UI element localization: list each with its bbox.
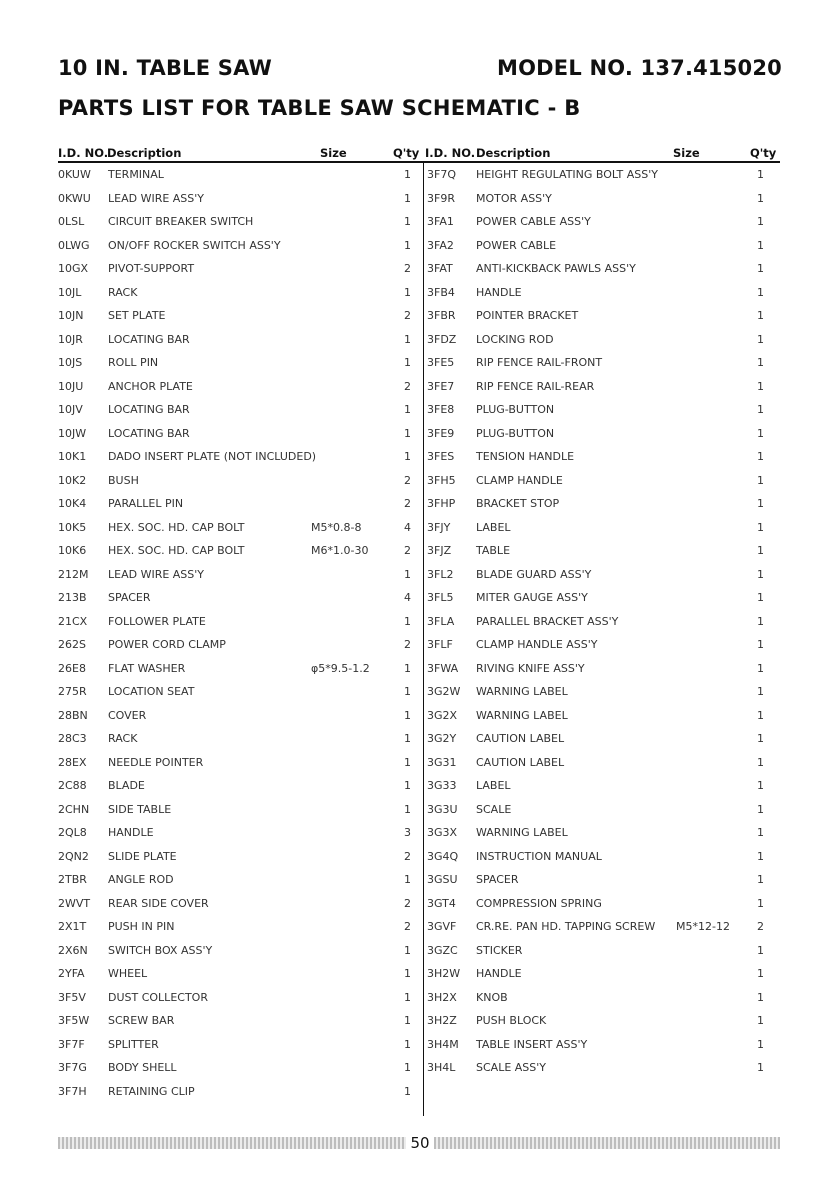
part-id: 3GSU	[427, 873, 458, 886]
part-id: 3F5V	[58, 990, 86, 1004]
part-qty: 1	[757, 332, 764, 346]
col-header-qty-left: Q'ty	[393, 146, 420, 160]
part-qty: 1	[404, 215, 411, 228]
part-qty: 1	[757, 591, 764, 604]
part-qty: 2	[404, 262, 411, 275]
table-row	[0, 1033, 838, 1057]
part-qty: 2	[404, 638, 411, 651]
part-qty: 1	[757, 285, 764, 299]
part-id: 3GVF	[427, 920, 457, 933]
table-row	[0, 962, 838, 986]
part-id: 3FL2	[427, 567, 454, 581]
table-row	[0, 539, 838, 563]
part-qty: 1	[757, 826, 764, 839]
part-description: BODY SHELL	[108, 1061, 177, 1074]
part-qty: 1	[404, 708, 411, 722]
part-id: 3G3U	[427, 802, 458, 816]
part-description: HEX. SOC. HD. CAP BOLT	[108, 544, 245, 557]
part-id: 3G2W	[427, 685, 461, 698]
header-model-number: MODEL NO. 137.415020	[497, 56, 782, 80]
part-id: 26E8	[58, 661, 86, 675]
part-description: SIDE TABLE	[108, 802, 172, 816]
part-id: 2WVT	[58, 896, 91, 910]
part-qty: 1	[757, 779, 764, 792]
part-id: 3FDZ	[427, 332, 457, 346]
table-row	[0, 986, 838, 1010]
table-row	[0, 798, 838, 822]
part-description: RIP FENCE RAIL-FRONT	[476, 356, 603, 369]
part-description: CAUTION LABEL	[476, 732, 565, 745]
part-qty: 1	[404, 1084, 411, 1098]
part-qty: 1	[404, 661, 411, 675]
part-id: 0LWG	[58, 238, 90, 252]
part-id: 28C3	[58, 732, 87, 745]
part-id: 10JS	[58, 356, 83, 369]
part-qty: 1	[404, 332, 411, 346]
table-row	[0, 375, 838, 399]
table-row	[0, 187, 838, 211]
part-description: RIP FENCE RAIL-REAR	[476, 379, 595, 393]
part-qty: 1	[404, 403, 411, 416]
part-id: 3FLA	[427, 614, 455, 628]
table-row	[0, 351, 838, 375]
part-description: COVER	[108, 708, 147, 722]
part-id: 2X1T	[58, 920, 87, 933]
part-qty: 1	[757, 614, 764, 628]
part-description: NEEDLE POINTER	[108, 755, 204, 769]
part-qty: 1	[757, 638, 764, 651]
table-row	[0, 304, 838, 328]
part-qty: 1	[757, 450, 764, 463]
part-qty: 2	[404, 473, 411, 487]
part-qty: 2	[757, 920, 764, 933]
table-row	[0, 563, 838, 587]
part-qty: 4	[404, 520, 411, 534]
part-qty: 1	[757, 896, 764, 910]
part-qty: 1	[404, 168, 411, 181]
part-id: 3FL5	[427, 591, 454, 604]
part-qty: 2	[404, 920, 411, 933]
part-size: M5*0.8-8	[311, 520, 362, 534]
part-id: 10JR	[58, 332, 83, 346]
footer-bar-left	[58, 1137, 406, 1149]
part-description: MOTOR ASS'Y	[476, 191, 552, 205]
part-qty: 1	[404, 873, 411, 886]
part-qty: 2	[404, 849, 411, 863]
part-qty: 1	[404, 567, 411, 581]
part-description: LEAD WIRE ASS'Y	[108, 191, 205, 205]
part-id: 3FES	[427, 450, 455, 463]
table-row	[0, 163, 838, 187]
part-description: HEIGHT REGULATING BOLT ASS'Y	[476, 168, 658, 181]
table-row	[0, 1056, 838, 1080]
part-description: LOCKING ROD	[476, 332, 554, 346]
part-id: 3G3X	[427, 826, 458, 839]
part-description: RACK	[108, 285, 138, 299]
part-description: SCREW BAR	[108, 1014, 175, 1027]
part-description: LOCATING BAR	[108, 403, 190, 416]
part-description: SPACER	[108, 591, 151, 604]
part-description: ROLL PIN	[108, 356, 159, 369]
table-row	[0, 1009, 838, 1033]
part-qty: 1	[404, 191, 411, 205]
part-description: TERMINAL	[108, 168, 164, 181]
part-id: 21CX	[58, 614, 88, 628]
part-id: 10K4	[58, 497, 87, 510]
part-qty: 2	[404, 309, 411, 322]
page-number: 50	[410, 1134, 430, 1152]
part-description: HEX. SOC. HD. CAP BOLT	[108, 520, 245, 534]
part-id: 10JU	[58, 379, 84, 393]
part-qty: 1	[404, 990, 411, 1004]
table-row	[0, 610, 838, 634]
part-description: LOCATING BAR	[108, 332, 190, 346]
table-row	[0, 774, 838, 798]
part-description: DUST COLLECTOR	[108, 990, 208, 1004]
part-size: φ5*9.5-1.2	[311, 661, 370, 675]
part-id: 3FJY	[427, 520, 451, 534]
part-id: 3G31	[427, 755, 457, 769]
part-description: POINTER BRACKET	[476, 309, 579, 322]
table-row	[0, 821, 838, 845]
table-row	[0, 657, 838, 681]
part-description: BRACKET STOP	[476, 497, 560, 510]
part-id: 3FE7	[427, 379, 455, 393]
part-qty: 1	[404, 356, 411, 369]
part-description: SPLITTER	[108, 1037, 159, 1051]
part-description: COMPRESSION SPRING	[476, 896, 602, 910]
part-qty: 1	[404, 755, 411, 769]
part-id: 3FJZ	[427, 544, 452, 557]
part-qty: 1	[757, 685, 764, 698]
part-qty: 1	[757, 426, 764, 440]
part-description: STICKER	[476, 943, 523, 957]
table-row	[0, 868, 838, 892]
part-qty: 1	[404, 1061, 411, 1074]
part-description: LEAD WIRE ASS'Y	[108, 567, 205, 581]
part-description: POWER CABLE ASS'Y	[476, 215, 591, 228]
part-description: SCALE ASS'Y	[476, 1061, 546, 1074]
part-id: 2YFA	[58, 967, 85, 980]
part-description: PARALLEL BRACKET ASS'Y	[476, 614, 619, 628]
part-id: 10JV	[58, 403, 83, 416]
table-row	[0, 633, 838, 657]
part-description: LABEL	[476, 520, 511, 534]
part-description: HANDLE	[476, 967, 522, 980]
part-description: INSTRUCTION MANUAL	[476, 849, 602, 863]
part-id: 3H4L	[427, 1061, 456, 1074]
part-qty: 1	[404, 732, 411, 745]
part-description: LOCATING BAR	[108, 426, 190, 440]
part-qty: 1	[757, 356, 764, 369]
part-qty: 1	[757, 238, 764, 252]
part-id: 3G2Y	[427, 732, 457, 745]
part-id: 10JW	[58, 426, 87, 440]
part-qty: 2	[404, 544, 411, 557]
part-description: CLAMP HANDLE ASS'Y	[476, 638, 598, 651]
part-id: 3G4Q	[427, 849, 459, 863]
part-qty: 1	[757, 661, 764, 675]
col-header-desc-right: Description	[476, 146, 551, 160]
table-row	[0, 586, 838, 610]
part-qty: 1	[757, 849, 764, 863]
part-description: KNOB	[476, 990, 508, 1004]
part-qty: 1	[757, 1061, 764, 1074]
part-qty: 2	[404, 379, 411, 393]
part-description: CIRCUIT BREAKER SWITCH	[108, 215, 254, 228]
part-id: 3G33	[427, 779, 457, 792]
part-description: ON/OFF ROCKER SWITCH ASS'Y	[108, 238, 281, 252]
part-qty: 1	[757, 262, 764, 275]
table-row	[0, 727, 838, 751]
part-description: REAR SIDE COVER	[108, 896, 209, 910]
part-description: RIVING KNIFE ASS'Y	[476, 661, 585, 675]
part-id: 10JL	[58, 285, 82, 299]
part-id: 10K5	[58, 520, 87, 534]
part-id: 3H4M	[427, 1037, 459, 1051]
table-row	[0, 281, 838, 305]
part-size: M5*12-12	[676, 920, 730, 933]
part-qty: 1	[757, 567, 764, 581]
table-row	[0, 845, 838, 869]
part-qty: 1	[404, 967, 411, 980]
part-id: 10JN	[58, 309, 84, 322]
part-id: 10K1	[58, 450, 87, 463]
part-id: 3F7G	[58, 1061, 87, 1074]
table-row	[0, 915, 838, 939]
part-qty: 1	[757, 473, 764, 487]
part-description: SCALE	[476, 802, 512, 816]
part-description: POWER CABLE	[476, 238, 557, 252]
part-qty: 2	[404, 497, 411, 510]
part-id: 2QN2	[58, 849, 89, 863]
part-id: 212M	[58, 567, 89, 581]
part-description: FLAT WASHER	[108, 661, 186, 675]
part-id: 2QL8	[58, 826, 87, 839]
part-id: 10GX	[58, 262, 89, 275]
parts-list-right	[0, 163, 838, 1080]
part-id: 3H2Z	[427, 1014, 457, 1027]
col-header-desc-left: Description	[107, 146, 182, 160]
part-qty: 1	[757, 168, 764, 181]
col-header-size-left: Size	[320, 146, 347, 160]
part-description: POWER CORD CLAMP	[108, 638, 226, 651]
table-row	[0, 257, 838, 281]
table-row	[0, 892, 838, 916]
part-id: 3F7H	[58, 1084, 87, 1098]
part-id: 3FA1	[427, 215, 454, 228]
part-qty: 1	[757, 215, 764, 228]
part-id: 3F7F	[58, 1037, 85, 1051]
part-id: 10K6	[58, 544, 87, 557]
part-description: RACK	[108, 732, 138, 745]
part-description: SET PLATE	[108, 309, 166, 322]
part-id: 2C88	[58, 779, 87, 792]
part-id: 3FHP	[427, 497, 456, 510]
table-row	[0, 469, 838, 493]
part-qty: 1	[757, 943, 764, 957]
part-description: HANDLE	[476, 285, 522, 299]
col-header-qty-right: Q'ty	[750, 146, 777, 160]
part-id: 3FA2	[427, 238, 454, 252]
part-description: PLUG-BUTTON	[476, 403, 555, 416]
part-qty: 1	[757, 1037, 764, 1051]
part-qty: 1	[757, 191, 764, 205]
table-row	[0, 751, 838, 775]
part-description: PIVOT-SUPPORT	[108, 262, 195, 275]
part-id: 3GT4	[427, 896, 456, 910]
part-description: SWITCH BOX ASS'Y	[108, 943, 213, 957]
part-qty: 1	[757, 967, 764, 980]
part-description: CLAMP HANDLE	[476, 473, 563, 487]
table-row	[0, 234, 838, 258]
part-qty: 1	[757, 309, 764, 322]
table-row	[0, 210, 838, 234]
part-id: 0KWU	[58, 191, 91, 205]
part-id: 0KUW	[58, 168, 91, 181]
part-id: 3H2X	[427, 990, 457, 1004]
part-id: 3FBR	[427, 309, 456, 322]
part-id: 3FE5	[427, 356, 455, 369]
part-id: 28EX	[58, 755, 87, 769]
part-qty: 1	[757, 1014, 764, 1027]
table-row	[0, 398, 838, 422]
table-row	[0, 939, 838, 963]
part-description: DADO INSERT PLATE (NOT INCLUDED)	[108, 450, 317, 463]
part-description: MITER GAUGE ASS'Y	[476, 591, 588, 604]
part-description: BLADE	[108, 779, 145, 792]
part-id: 275R	[58, 685, 87, 698]
part-id: 0LSL	[58, 215, 85, 228]
part-qty: 1	[404, 614, 411, 628]
table-row	[0, 704, 838, 728]
part-description: BUSH	[108, 473, 139, 487]
part-id: 3FLF	[427, 638, 453, 651]
part-description: SLIDE PLATE	[108, 849, 177, 863]
part-qty: 1	[404, 779, 411, 792]
part-id: 3H2W	[427, 967, 461, 980]
part-qty: 1	[757, 544, 764, 557]
part-qty: 1	[404, 426, 411, 440]
part-id: 3FAT	[427, 262, 453, 275]
part-qty: 1	[404, 1014, 411, 1027]
part-description: ANCHOR PLATE	[108, 379, 193, 393]
part-description: ANTI-KICKBACK PAWLS ASS'Y	[476, 262, 636, 275]
part-id: 2CHN	[58, 802, 90, 816]
part-id: 3FE9	[427, 426, 455, 440]
footer-bar-right	[434, 1137, 780, 1149]
part-id: 3GZC	[427, 943, 458, 957]
part-description: HANDLE	[108, 826, 154, 839]
part-id: 10K2	[58, 473, 87, 487]
part-description: CAUTION LABEL	[476, 755, 565, 769]
part-id: 3F5W	[58, 1014, 90, 1027]
header-left-title: 10 IN. TABLE SAW	[58, 56, 272, 80]
table-row	[0, 445, 838, 469]
part-qty: 1	[404, 450, 411, 463]
part-id: 3F7Q	[427, 168, 456, 181]
part-description: LOCATION SEAT	[108, 685, 195, 698]
part-description: CR.RE. PAN HD. TAPPING SCREW	[476, 920, 656, 933]
page-title: PARTS LIST FOR TABLE SAW SCHEMATIC - B	[58, 96, 581, 120]
part-id: 2X6N	[58, 943, 88, 957]
part-qty: 1	[757, 497, 764, 510]
table-row	[0, 680, 838, 704]
col-header-size-right: Size	[673, 146, 700, 160]
part-description: PLUG-BUTTON	[476, 426, 555, 440]
part-description: WHEEL	[108, 967, 148, 980]
part-qty: 1	[757, 873, 764, 886]
part-id: 3F9R	[427, 191, 455, 205]
part-qty: 1	[757, 708, 764, 722]
part-id: 213B	[58, 591, 87, 604]
part-qty: 1	[757, 732, 764, 745]
col-header-id-right: I.D. NO.	[425, 146, 476, 160]
part-description: WARNING LABEL	[476, 826, 568, 839]
table-row	[0, 422, 838, 446]
part-qty: 1	[757, 990, 764, 1004]
part-qty: 1	[404, 1037, 411, 1051]
part-id: 3FWA	[427, 661, 459, 675]
table-row	[0, 1080, 423, 1104]
part-description: FOLLOWER PLATE	[108, 614, 206, 628]
part-size: M6*1.0-30	[311, 544, 369, 557]
part-description: PUSH BLOCK	[476, 1014, 547, 1027]
part-id: 3FH5	[427, 473, 456, 487]
part-description: ANGLE ROD	[108, 873, 174, 886]
part-description: TABLE	[476, 544, 511, 557]
part-description: WARNING LABEL	[476, 685, 568, 698]
part-description: PARALLEL PIN	[108, 497, 184, 510]
part-qty: 3	[404, 826, 411, 839]
part-qty: 1	[757, 379, 764, 393]
part-description: TENSION HANDLE	[476, 450, 575, 463]
part-id: 3FB4	[427, 285, 455, 299]
part-id: 3G2X	[427, 708, 458, 722]
table-row	[0, 328, 838, 352]
part-qty: 1	[404, 943, 411, 957]
part-id: 3FE8	[427, 403, 455, 416]
part-qty: 1	[757, 520, 764, 534]
part-qty: 1	[404, 238, 411, 252]
part-id: 262S	[58, 638, 86, 651]
col-header-id-left: I.D. NO.	[58, 146, 109, 160]
part-qty: 2	[404, 896, 411, 910]
table-row	[0, 492, 838, 516]
part-qty: 1	[404, 802, 411, 816]
part-description: SPACER	[476, 873, 519, 886]
part-description: TABLE INSERT ASS'Y	[476, 1037, 588, 1051]
part-qty: 1	[404, 285, 411, 299]
part-id: 2TBR	[58, 873, 87, 886]
part-qty: 4	[404, 591, 411, 604]
part-qty: 1	[757, 403, 764, 416]
part-description: LABEL	[476, 779, 511, 792]
table-row	[0, 516, 838, 540]
part-qty: 1	[757, 802, 764, 816]
part-qty: 1	[757, 755, 764, 769]
part-description: RETAINING CLIP	[108, 1084, 195, 1098]
part-description: BLADE GUARD ASS'Y	[476, 567, 592, 581]
part-qty: 1	[404, 685, 411, 698]
part-description: WARNING LABEL	[476, 708, 568, 722]
part-id: 28BN	[58, 708, 88, 722]
part-description: PUSH IN PIN	[108, 920, 175, 933]
